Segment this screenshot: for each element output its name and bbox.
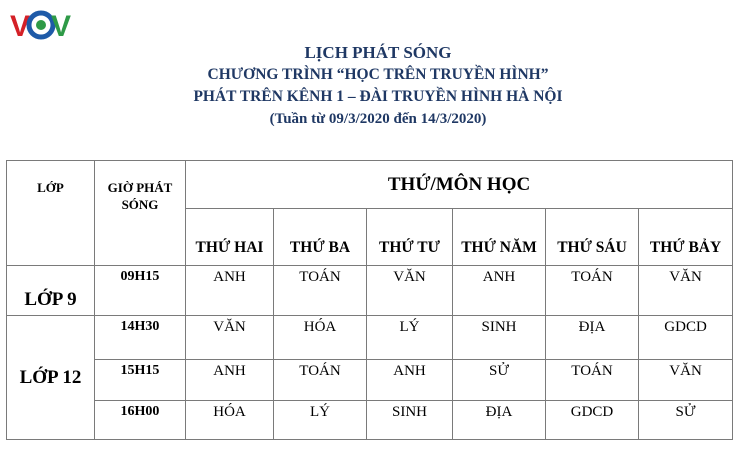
table-row <box>7 360 733 401</box>
subject-cell: GDCD <box>546 401 639 440</box>
class-label: LỚP 9 <box>7 266 95 316</box>
header-air-time: GIỜ PHÁT SÓNG <box>95 161 186 266</box>
subject-cell: SINH <box>453 316 546 360</box>
day-header: THỨ HAI <box>186 209 274 266</box>
subject-cell: TOÁN <box>274 360 367 401</box>
header-class: LỚP <box>7 161 95 266</box>
air-time: 15H15 <box>95 360 186 401</box>
subject-cell: VĂN <box>639 266 733 316</box>
vov-logo <box>10 8 72 42</box>
subject-cell: TOÁN <box>546 266 639 316</box>
subject-cell: LÝ <box>274 401 367 440</box>
schedule-title: LỊCH PHÁT SÓNG <box>304 43 452 62</box>
schedule-table <box>6 160 733 440</box>
subject-cell: HÓA <box>274 316 367 360</box>
subject-cell: ANH <box>186 360 274 401</box>
subject-cell: LÝ <box>367 316 453 360</box>
day-header: THỨ BA <box>274 209 367 266</box>
subject-cell: SINH <box>367 401 453 440</box>
subject-cell: HÓA <box>186 401 274 440</box>
channel-line: PHÁT TRÊN KÊNH 1 – ĐÀI TRUYỀN HÌNH HÀ NỘI <box>193 88 563 105</box>
table-row <box>7 401 733 440</box>
subject-cell: SỬ <box>639 401 733 440</box>
subject-cell: GDCD <box>639 316 733 360</box>
program-title: CHƯƠNG TRÌNH “HỌC TRÊN TRUYỀN HÌNH” <box>207 66 549 83</box>
subject-cell: ANH <box>453 266 546 316</box>
table-row <box>7 316 733 360</box>
subject-cell: TOÁN <box>274 266 367 316</box>
table-row <box>7 266 733 316</box>
day-header: THỨ NĂM <box>453 209 546 266</box>
air-time: 14H30 <box>95 316 186 360</box>
day-header: THỨ TƯ <box>367 209 453 266</box>
day-header: THỨ BẢY <box>639 209 733 266</box>
schedule-header <box>0 42 756 130</box>
air-time: 09H15 <box>95 266 186 316</box>
air-time: 16H00 <box>95 401 186 440</box>
subject-cell: ANH <box>186 266 274 316</box>
week-range: (Tuần từ 09/3/2020 đến 14/3/2020) <box>269 111 487 127</box>
logo-v-right: V <box>51 10 72 42</box>
subject-cell: VĂN <box>186 316 274 360</box>
logo-v-left: V <box>10 10 31 42</box>
subject-cell: VĂN <box>639 360 733 401</box>
logo-o-center <box>36 20 46 30</box>
subject-cell: ĐỊA <box>546 316 639 360</box>
class-label: LỚP 12 <box>7 316 95 440</box>
subject-cell: ANH <box>367 360 453 401</box>
header-day-subject: THỨ/MÔN HỌC <box>186 161 733 209</box>
subject-cell: TOÁN <box>546 360 639 401</box>
subject-cell: ĐỊA <box>453 401 546 440</box>
day-header: THỨ SÁU <box>546 209 639 266</box>
subject-cell: VĂN <box>367 266 453 316</box>
subject-cell: SỬ <box>453 360 546 401</box>
